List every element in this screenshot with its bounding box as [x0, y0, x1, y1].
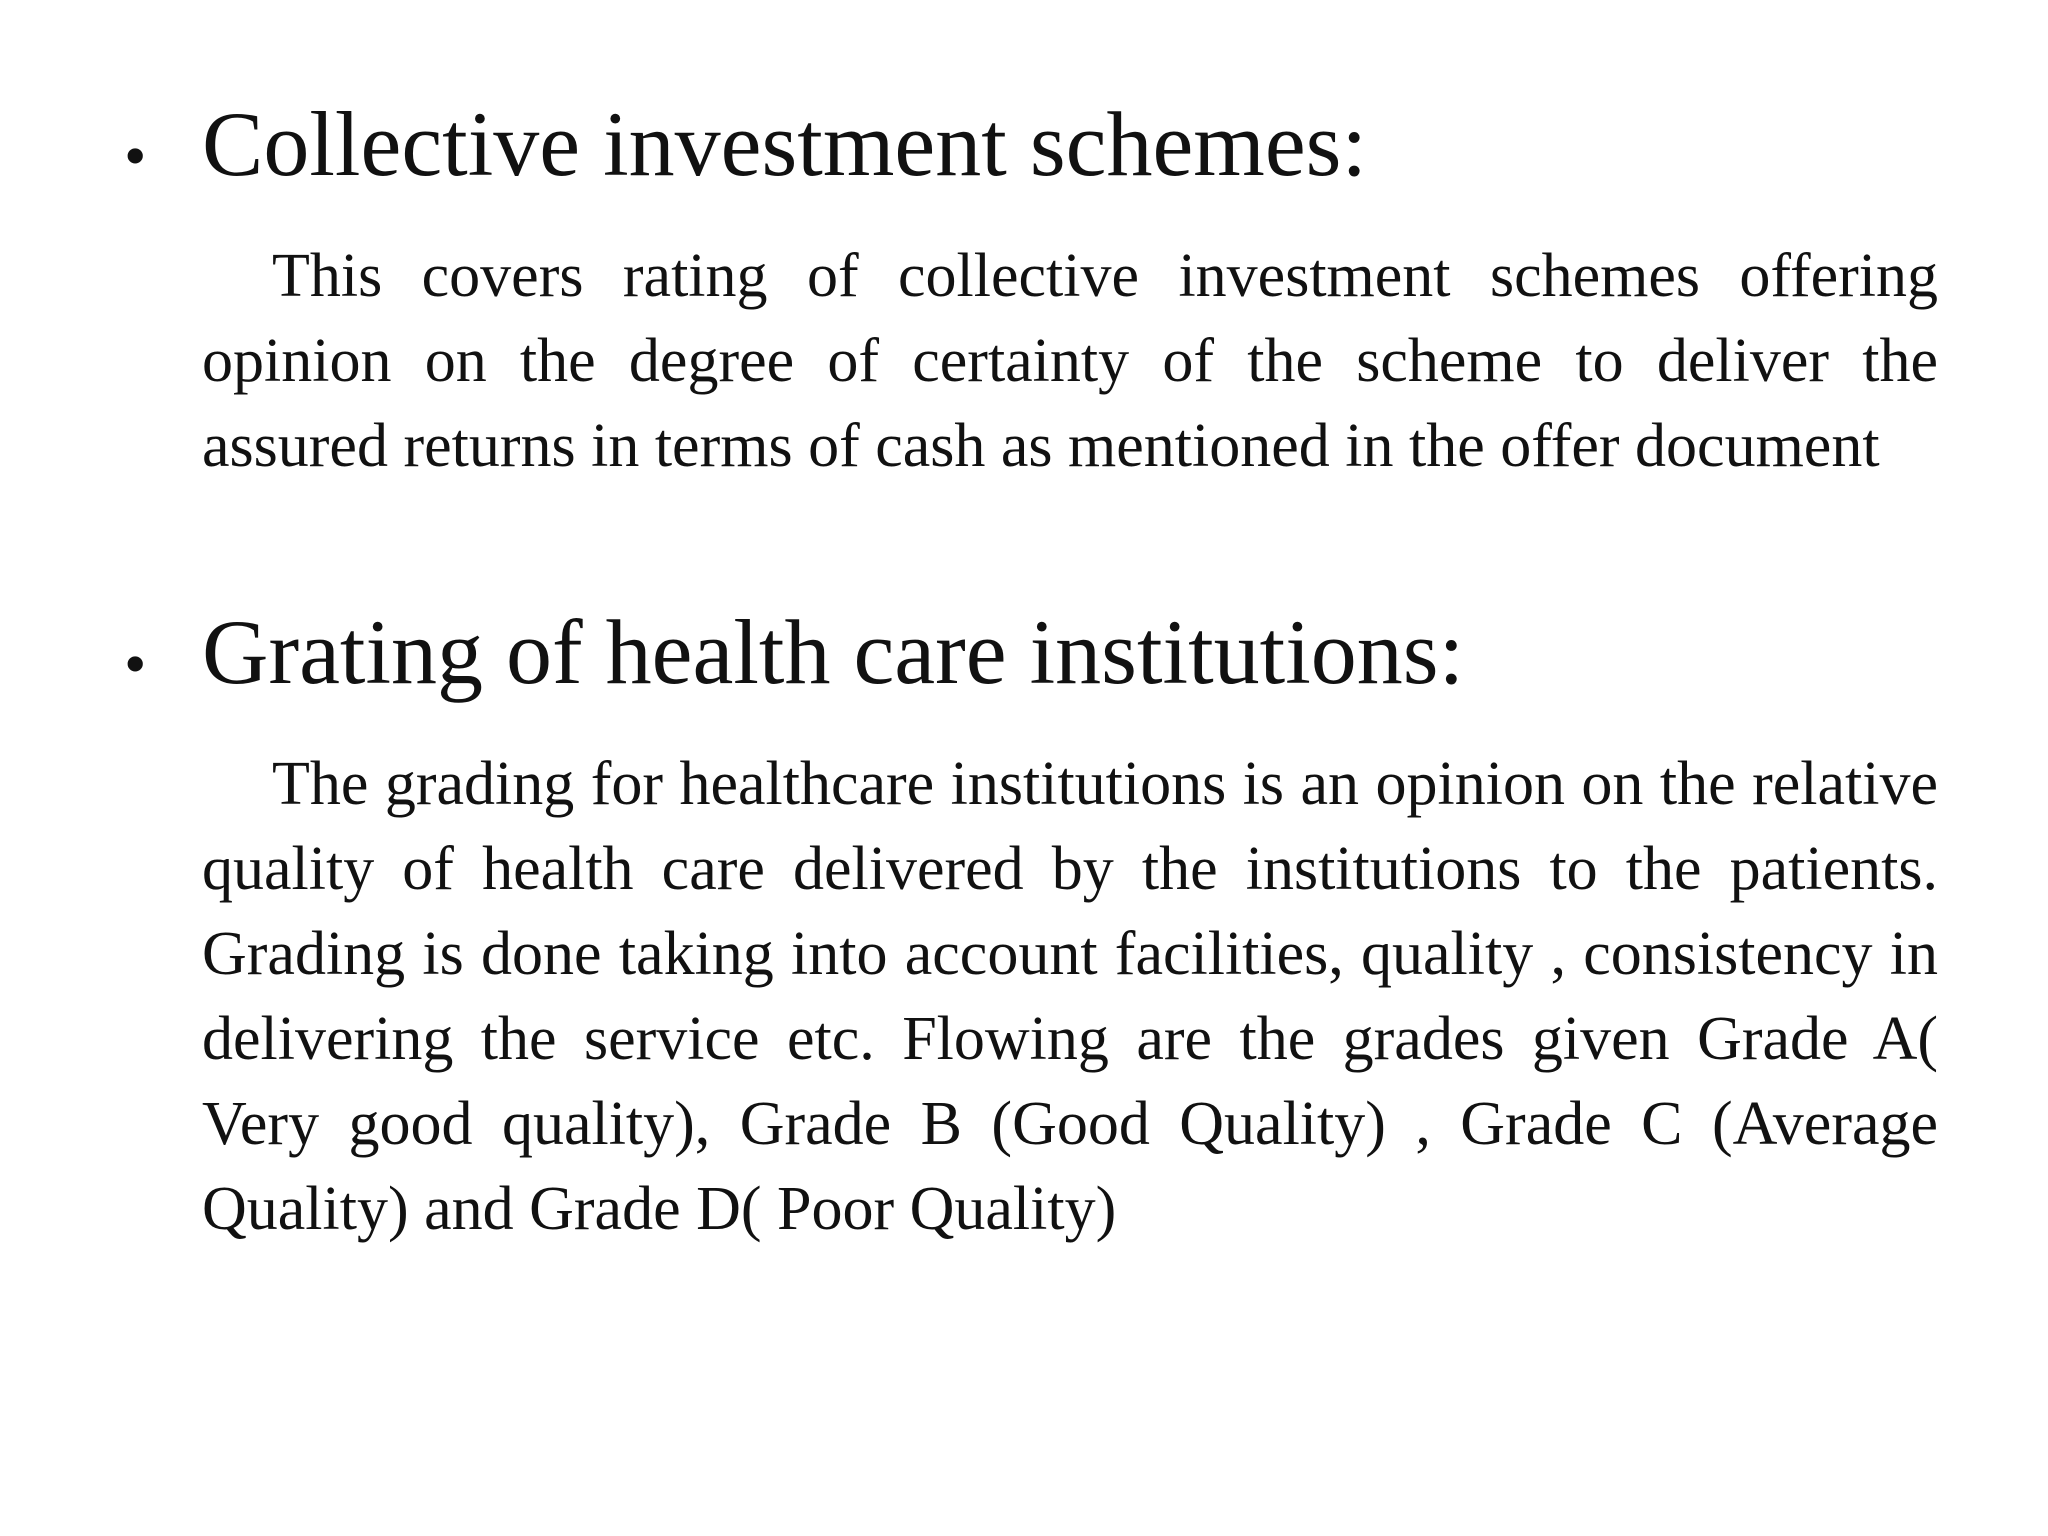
- heading-row: [0, 84, 2048, 204]
- section-health-care-grading: [0, 592, 2048, 1243]
- section-body: This covers rating of collective investment schemes offering opinion on the degree of certainty of the scheme to deliver the assured returns in terms of cash as mentioned in the offer document: [202, 242, 1938, 480]
- heading-row: [0, 592, 2048, 712]
- section-heading: Collective investment schemes:: [202, 93, 1368, 195]
- section-heading: Grating of health care institutions:: [202, 601, 1465, 703]
- bullet-icon: •: [124, 628, 147, 699]
- bullet-icon: •: [124, 120, 147, 191]
- section-collective-investment-schemes: [0, 84, 2048, 480]
- section-body: The grading for healthcare institutions is an opinion on the relative quality of health care delivered by the institutions to the patients. Grading is done taking into account facilities, quality , consistency in delivering the service etc. Flowing are the grades given Grade A( Very good quality), Grade B (Good Quality) , Grade C (Average Quality) and Grade D( Poor Quality): [202, 750, 1938, 1243]
